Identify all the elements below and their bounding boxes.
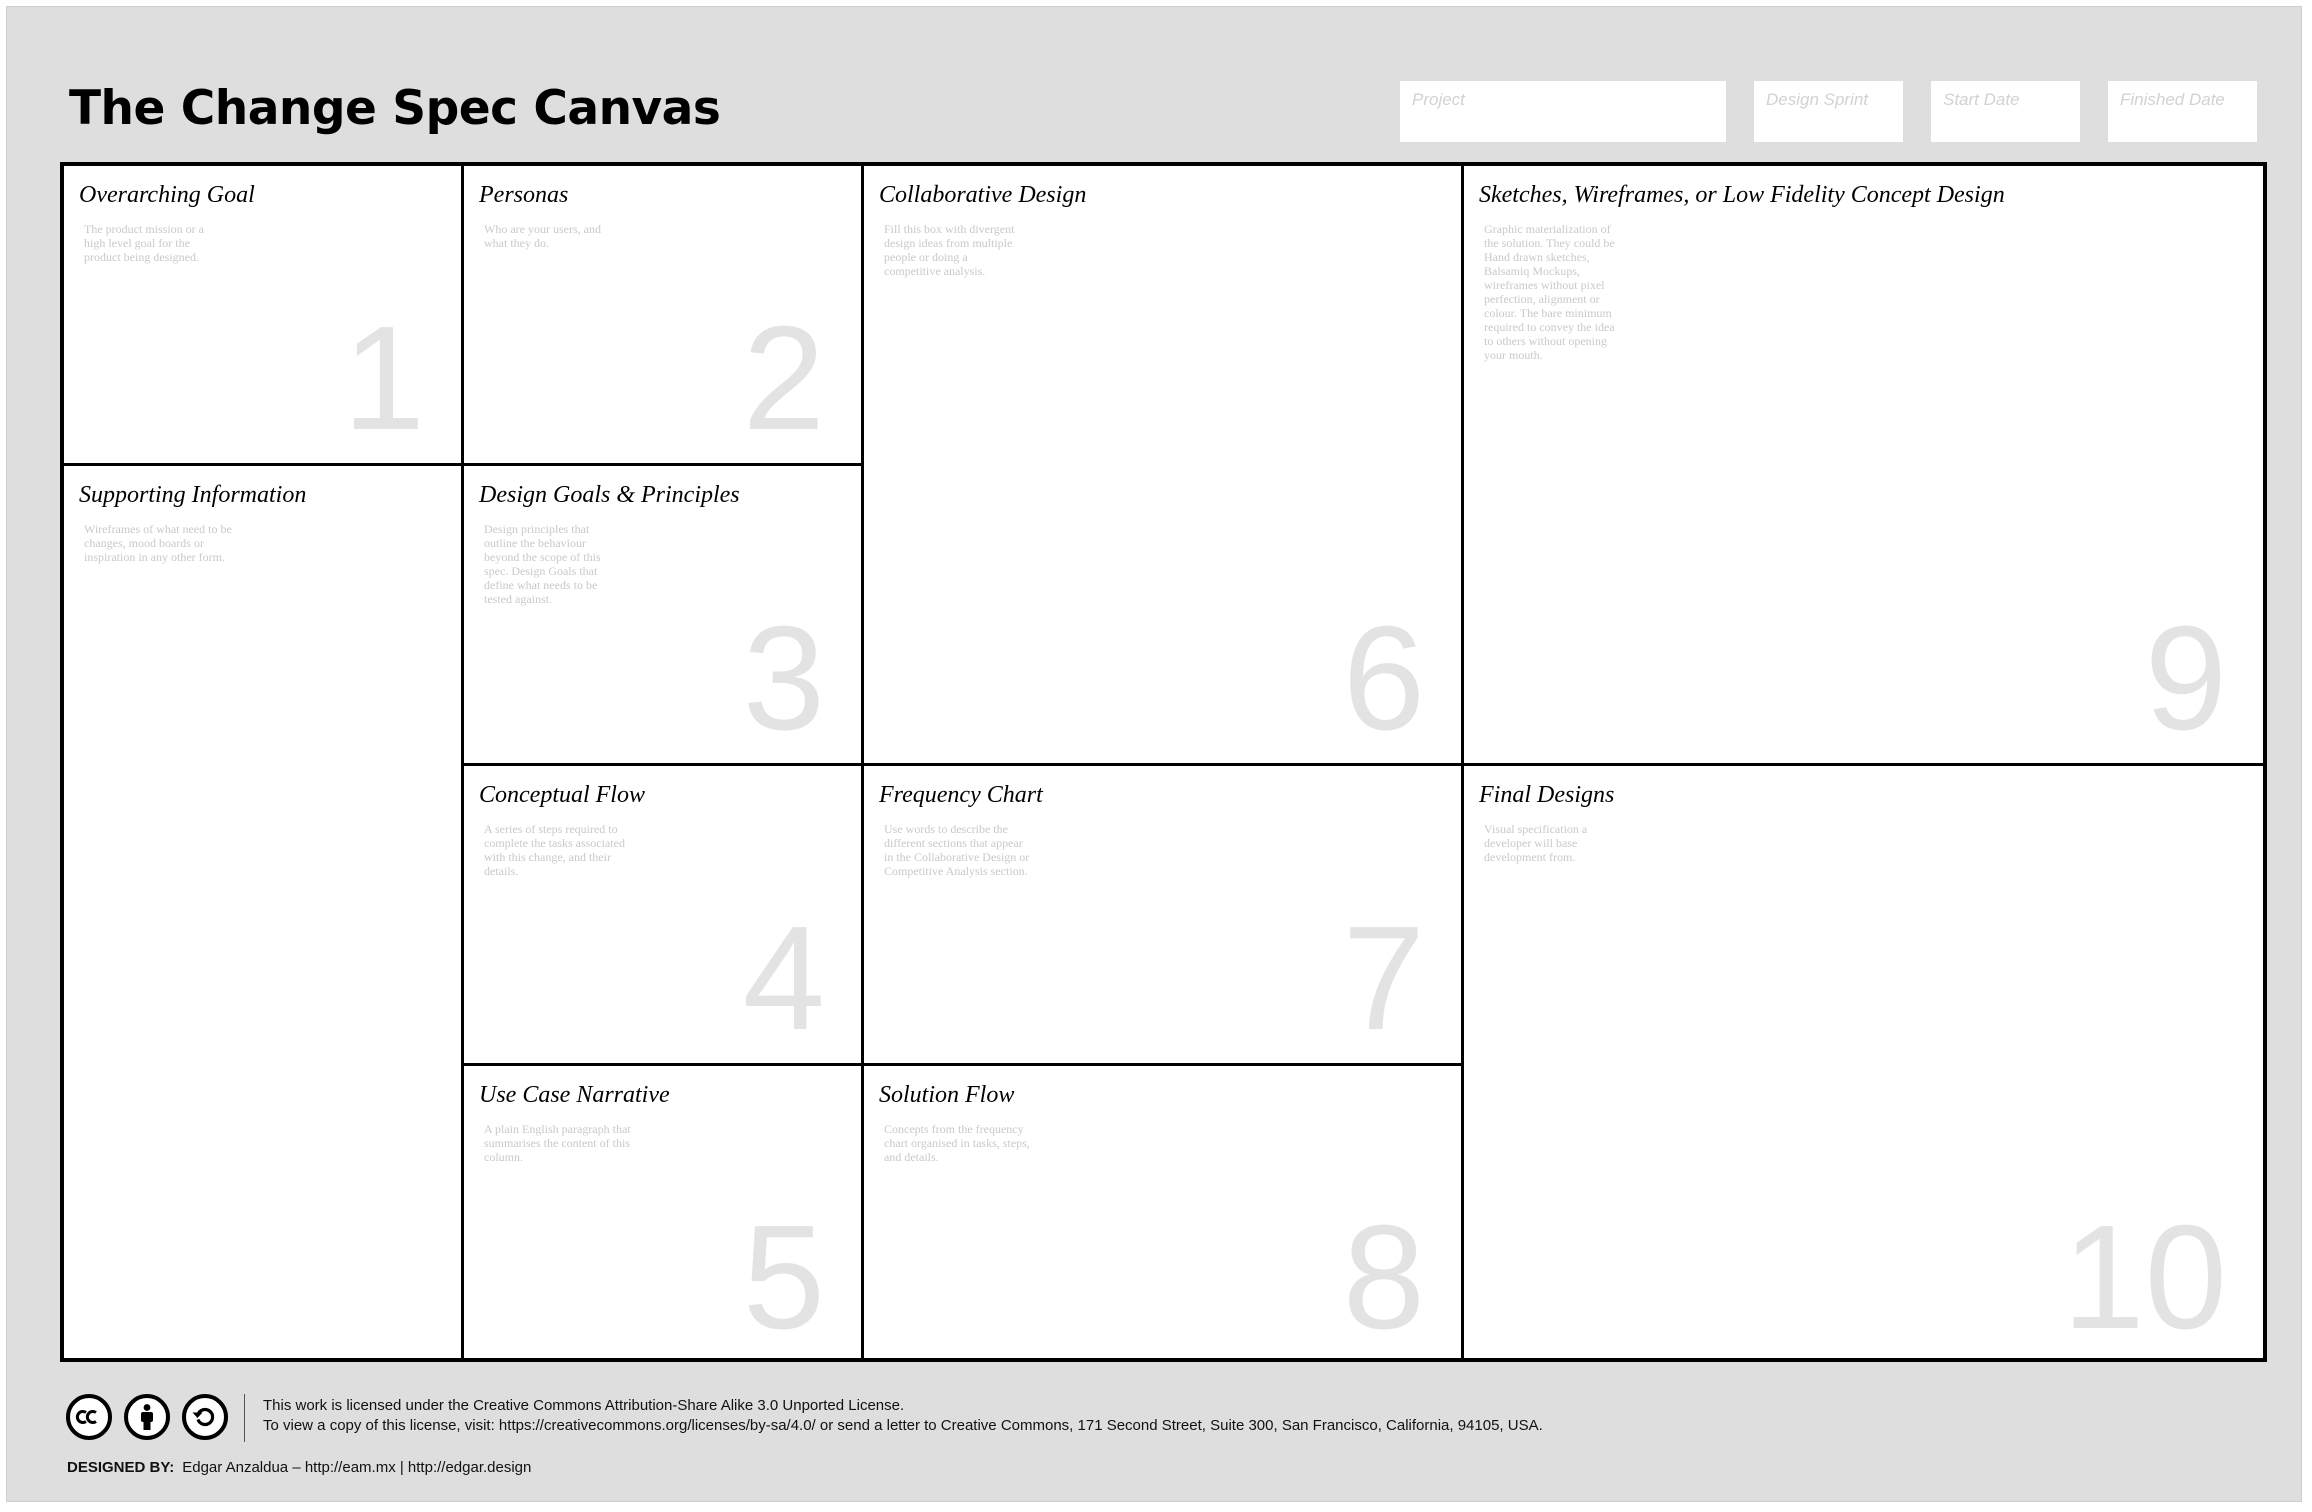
section-number: 3 (742, 596, 825, 761)
footer-divider (244, 1394, 245, 1442)
section-description: Design principles that outline the behaviour beyond the scope of this spec. Design Goals that define what needs to be tested against. (484, 522, 601, 606)
section-number: 4 (742, 896, 825, 1061)
section-number: 2 (742, 296, 825, 461)
canvas-frame (6, 6, 2302, 1502)
section-title: Supporting Information (79, 482, 307, 508)
finished-date-field[interactable] (2108, 81, 2257, 142)
designed-by (67, 1459, 531, 1476)
designed-by-value: Edgar Anzaldua – http://eam.mx | http://edgar.design (182, 1459, 532, 1476)
design-sprint-field[interactable] (1754, 81, 1903, 142)
section-final-designs[interactable] (1464, 766, 2263, 1362)
section-number: 6 (1342, 596, 1425, 761)
section-collaborative-design[interactable] (864, 166, 1464, 766)
section-title: Solution Flow (879, 1082, 1015, 1108)
section-title: Frequency Chart (879, 782, 1043, 808)
license-text-line-2: To view a copy of this license, visit: https://creativecommons.org/licenses/by-sa/4.0/ or send a letter to Creative Commons, 171 Second Street, Suite 300, San Francisco, California, 94105, USA. (263, 1417, 1543, 1434)
finished-date-field-label: Finished Date (2120, 90, 2225, 109)
section-use-case-narrative[interactable] (464, 1066, 864, 1362)
section-number: 9 (2144, 596, 2227, 761)
start-date-field[interactable] (1931, 81, 2080, 142)
section-title: Personas (479, 182, 569, 208)
design-sprint-field-label: Design Sprint (1766, 90, 1869, 109)
section-title: Overarching Goal (79, 182, 255, 208)
designed-by-label: DESIGNED BY: (67, 1459, 175, 1476)
section-number: 7 (1342, 896, 1425, 1061)
project-field-label: Project (1412, 90, 1465, 109)
section-number: 10 (2062, 1195, 2227, 1360)
section-title: Sketches, Wireframes, or Low Fidelity Concept Design (1479, 182, 2005, 208)
creative-commons-icon (66, 1394, 112, 1440)
section-description: Concepts from the frequency chart organised in tasks, steps, and details. (884, 1122, 1030, 1164)
section-description: The product mission or a high level goal for the product being designed. (84, 222, 204, 264)
section-solution-flow[interactable] (864, 1066, 1464, 1362)
canvas-grid (60, 162, 2267, 1362)
share-alike-icon (182, 1394, 228, 1440)
section-description: Visual specification a developer will base development from. (1484, 822, 1588, 864)
attribution-icon (124, 1394, 170, 1440)
section-description: Graphic materialization of the solution. They could be Hand drawn sketches, Balsamiq Mockups, wireframes without pixel perfection, alignment or colour. The bare minimum required to convey the idea to others without opening your mouth. (1484, 222, 1615, 362)
section-description: A series of steps required to complete the tasks associated with this change, and their details. (484, 822, 625, 878)
section-title: Final Designs (1479, 782, 1615, 808)
section-title: Conceptual Flow (479, 782, 645, 808)
section-number: 8 (1342, 1195, 1425, 1360)
section-description: Who are your users, and what they do. (484, 222, 601, 250)
section-description: Use words to describe the different sections that appear in the Collaborative Design or Competitive Analysis section. (884, 822, 1030, 878)
section-title: Use Case Narrative (479, 1082, 670, 1108)
section-number: 5 (742, 1195, 825, 1360)
project-field[interactable] (1400, 81, 1726, 142)
section-frequency-chart[interactable] (864, 766, 1464, 1066)
section-description: Wireframes of what need to be changes, mood boards or inspiration in any other form. (84, 522, 232, 564)
section-description: Fill this box with divergent design ideas from multiple people or doing a competitive analysis. (884, 222, 1015, 278)
section-description: A plain English paragraph that summarises the content of this column. (484, 1122, 631, 1164)
section-title: Design Goals & Principles (479, 482, 740, 508)
license-text-line-1: This work is licensed under the Creative Commons Attribution-Share Alike 3.0 Unported License. (263, 1397, 905, 1414)
section-conceptual-flow[interactable] (464, 766, 864, 1066)
section-overarching-goal[interactable] (64, 166, 464, 466)
section-title: Collaborative Design (879, 182, 1087, 208)
section-personas[interactable] (464, 166, 864, 466)
page-title: The Change Spec Canvas (69, 81, 721, 136)
section-sketches-wireframes[interactable] (1464, 166, 2263, 766)
section-supporting-information[interactable] (64, 466, 464, 1362)
section-number: 1 (342, 296, 425, 461)
start-date-field-label: Start Date (1943, 90, 2020, 109)
section-design-goals-principles[interactable] (464, 466, 864, 766)
